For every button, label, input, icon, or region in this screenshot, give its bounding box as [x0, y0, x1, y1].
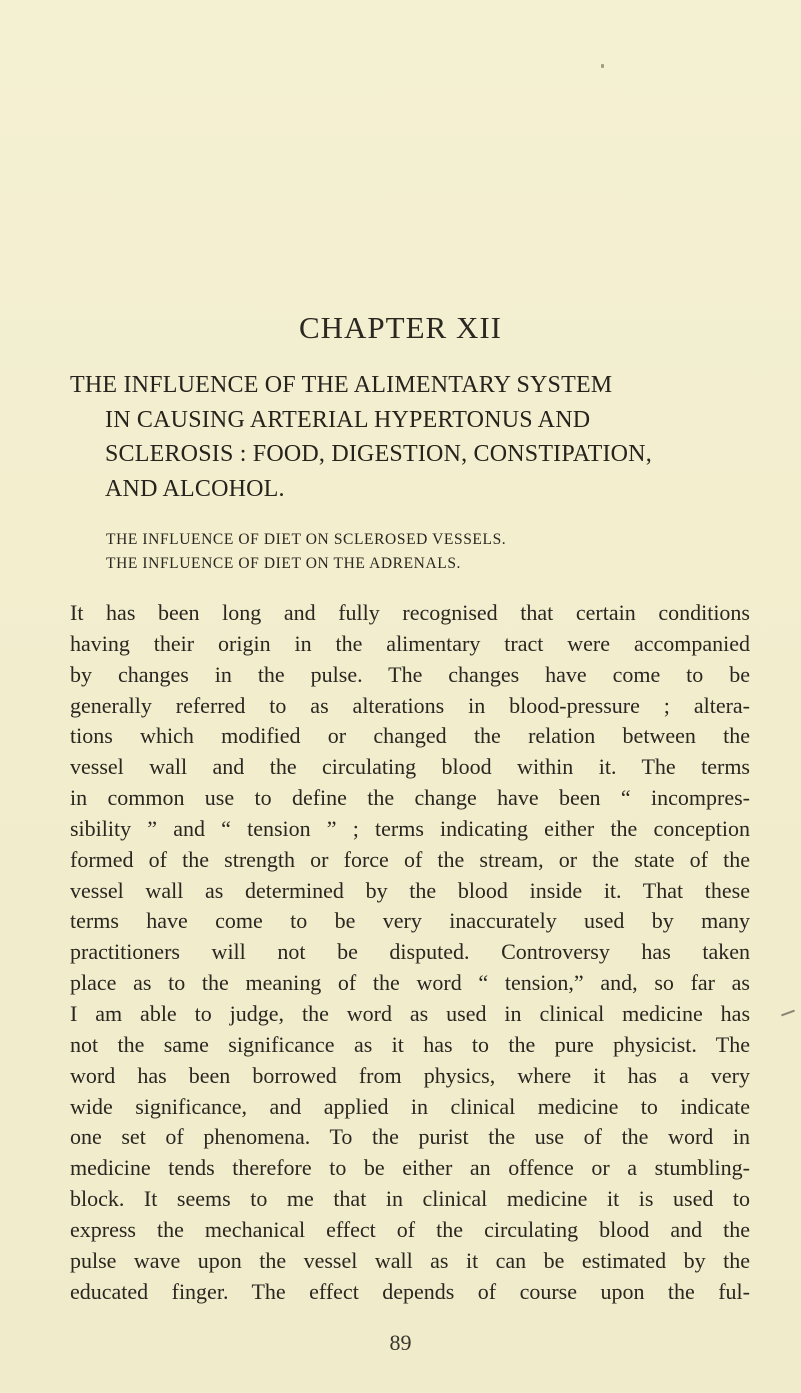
heading-line: IN CAUSING ARTERIAL HYPERTONUS AND — [105, 406, 591, 433]
body-line: block. It seems to me that in clinical medicine it is used to — [70, 1186, 750, 1212]
body-line: practitioners will not be disputed. Controversy has taken — [70, 939, 750, 965]
body-line: It has been long and fully recognised that certain conditions — [70, 600, 750, 625]
body-line: by changes in the pulse. The changes have come to be — [70, 661, 750, 687]
chapter-heading — [70, 368, 750, 506]
body-line: educated finger. The effect depends of course upon the ful- — [70, 1278, 750, 1304]
body-line: express the mechanical effect of the circulating blood and the — [70, 1216, 750, 1242]
body-line: medicine tends therefore to be either an offence or a stumbling- — [70, 1155, 750, 1181]
body-line: tions which modified or changed the relation between the — [70, 723, 750, 749]
body-line: vessel wall and the circulating blood within it. The terms — [70, 754, 750, 780]
heading-line: THE INFLUENCE OF THE ALIMENTARY SYSTEM — [70, 372, 613, 398]
body-line: pulse wave upon the vessel wall as it can be estimated by the — [70, 1247, 750, 1273]
body-line: sibility ” and “ tension ” ; terms indicating either the conception — [70, 815, 750, 841]
print-speck — [601, 64, 604, 68]
page-number: 89 — [389, 1330, 412, 1355]
chapter-title: CHAPTER XII — [298, 310, 503, 345]
body-line: place as to the meaning of the word “ tension,” and, so far as — [70, 970, 750, 996]
body-line: generally referred to as alterations in blood-pressure ; altera- — [70, 692, 750, 718]
margin-mark — [781, 1010, 795, 1017]
subheading-line: THE INFLUENCE OF DIET ON THE ADRENALS. — [106, 555, 462, 572]
body-line: one set of phenomena. To the purist the use of the word in — [70, 1124, 750, 1150]
body-line: having their origin in the alimentary tract were accompanied — [70, 630, 750, 656]
heading-line: SCLEROSIS : FOOD, DIGESTION, CONSTIPATION, — [105, 441, 652, 467]
body-line: word has been borrowed from physics, where it has a very — [70, 1062, 750, 1088]
body-line: terms have come to be very inaccurately used by many — [70, 908, 750, 934]
body-line: formed of the strength or force of the stream, or the state of the — [70, 846, 750, 872]
body-paragraph — [70, 598, 750, 1307]
body-line: wide significance, and applied in clinical medicine to indicate — [70, 1093, 750, 1119]
body-line: vessel wall as determined by the blood inside it. That these — [70, 877, 750, 903]
body-line: in common use to define the change have been “ incompres- — [70, 785, 750, 811]
subheading-line: THE INFLUENCE OF DIET ON SCLEROSED VESSELS. — [106, 531, 507, 548]
heading-line: AND ALCOHOL. — [105, 475, 285, 502]
body-line: not the same significance as it has to the pure physicist. The — [70, 1031, 750, 1057]
chapter-subheadings — [106, 528, 726, 576]
body-line: I am able to judge, the word as used in clinical medicine has — [70, 1000, 750, 1026]
